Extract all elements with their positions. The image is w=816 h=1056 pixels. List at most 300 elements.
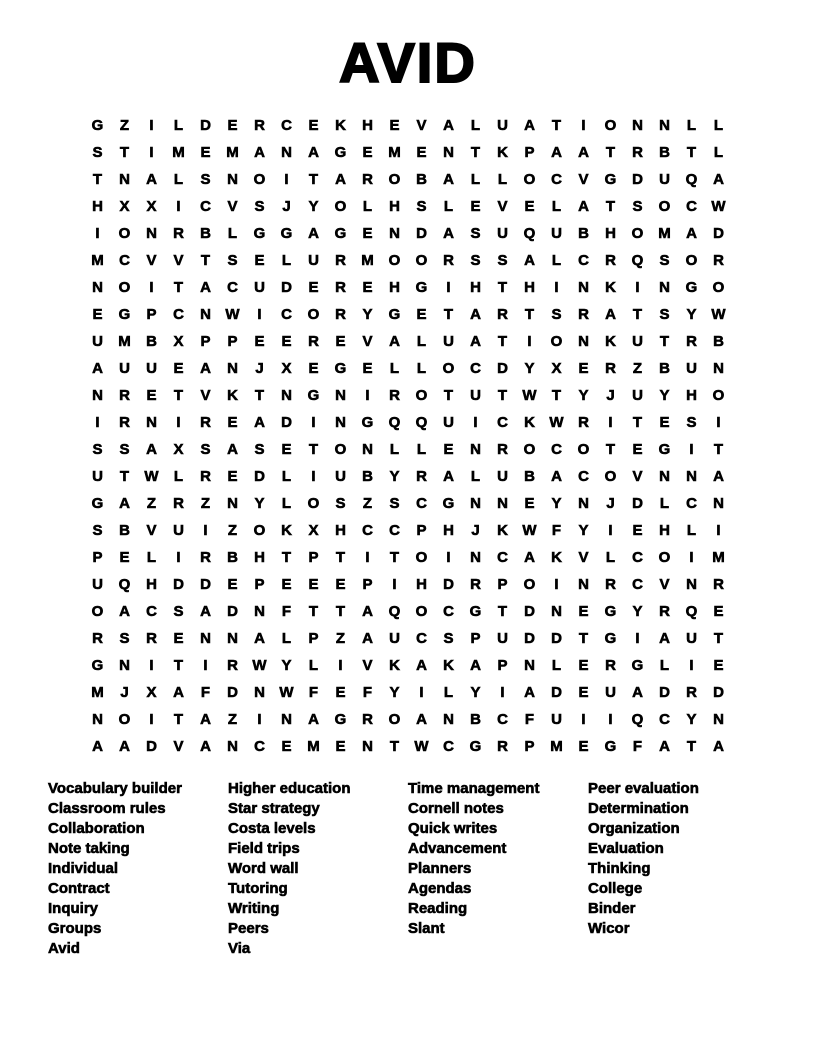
grid-letter: N	[254, 603, 265, 620]
grid-letter: T	[497, 603, 508, 620]
grid-letter: I	[689, 549, 694, 566]
grid-letter: O	[118, 711, 131, 728]
grid-letter: R	[389, 387, 400, 404]
grid-letter: U	[443, 414, 454, 431]
grid-letter: A	[254, 144, 265, 161]
grid-letter: E	[335, 738, 346, 755]
grid-letter: R	[200, 549, 211, 566]
grid-letter: A	[578, 144, 589, 161]
grid-letter: D	[632, 171, 643, 188]
grid-letter: N	[443, 144, 454, 161]
grid-letter: D	[281, 279, 292, 296]
grid-letter: A	[632, 684, 643, 701]
grid-letter: Q	[388, 414, 401, 431]
grid-letter: E	[713, 657, 724, 674]
grid-letter: U	[497, 225, 508, 242]
grid-letter: E	[254, 333, 265, 350]
grid-letter: P	[497, 576, 508, 593]
word-list-item: Higher education	[228, 780, 351, 797]
grid-letter: E	[416, 306, 427, 323]
grid-letter: X	[173, 333, 184, 350]
grid-letter: W	[711, 306, 726, 323]
grid-letter: O	[118, 225, 131, 242]
grid-letter: L	[281, 252, 292, 269]
grid-letter: K	[281, 522, 292, 539]
grid-letter: O	[523, 171, 536, 188]
grid-letter: I	[716, 414, 721, 431]
grid-letter: N	[227, 738, 238, 755]
grid-letter: B	[200, 225, 211, 242]
grid-letter: A	[362, 603, 373, 620]
grid-letter: U	[92, 468, 103, 485]
grid-letter: D	[146, 738, 157, 755]
grid-letter: N	[281, 387, 292, 404]
grid-letter: C	[416, 495, 427, 512]
grid-letter: U	[92, 576, 103, 593]
grid-letter: I	[149, 144, 154, 161]
grid-letter: G	[334, 144, 347, 161]
grid-letter: U	[497, 630, 508, 647]
grid-letter: G	[604, 171, 617, 188]
grid-letter: N	[632, 117, 643, 134]
grid-letter: A	[119, 495, 130, 512]
grid-letter: S	[227, 252, 238, 269]
grid-letter: B	[659, 144, 670, 161]
grid-letter: A	[551, 144, 562, 161]
grid-letter: C	[578, 468, 589, 485]
grid-letter: I	[149, 279, 154, 296]
grid-letter: R	[686, 333, 697, 350]
grid-letter: I	[689, 441, 694, 458]
grid-letter: P	[308, 549, 319, 566]
grid-letter: U	[659, 171, 670, 188]
grid-letter: N	[362, 738, 373, 755]
grid-letter: N	[227, 360, 238, 377]
grid-letter: L	[173, 468, 184, 485]
grid-letter: U	[551, 711, 562, 728]
grid-letter: N	[254, 684, 265, 701]
grid-letter: X	[146, 198, 157, 215]
grid-letter: N	[335, 387, 346, 404]
grid-letter: L	[281, 468, 292, 485]
grid-letter: P	[524, 738, 535, 755]
grid-letter: H	[443, 522, 454, 539]
grid-letter: P	[524, 144, 535, 161]
grid-letter: E	[308, 117, 319, 134]
grid-letter: T	[497, 279, 508, 296]
grid-letter: U	[119, 360, 130, 377]
grid-letter: L	[551, 198, 562, 215]
grid-letter: E	[362, 144, 373, 161]
grid-letter: V	[146, 252, 157, 269]
grid-letter: O	[388, 171, 401, 188]
grid-letter: F	[281, 603, 292, 620]
grid-letter: U	[632, 387, 643, 404]
word-list-item: Peer evaluation	[588, 780, 699, 797]
grid-letter: H	[470, 279, 481, 296]
grid-letter: I	[311, 468, 316, 485]
page-title: AVID	[339, 31, 477, 94]
grid-letter: S	[686, 414, 697, 431]
word-list-item: Classroom rules	[48, 800, 166, 817]
grid-letter: E	[227, 414, 238, 431]
grid-letter: T	[389, 738, 400, 755]
grid-letter: H	[389, 198, 400, 215]
grid-letter: K	[605, 279, 616, 296]
grid-letter: R	[335, 306, 346, 323]
grid-letter: N	[281, 711, 292, 728]
grid-letter: D	[524, 603, 535, 620]
grid-letter: K	[551, 549, 562, 566]
grid-letter: O	[658, 549, 671, 566]
grid-letter: S	[389, 495, 400, 512]
grid-letter: N	[119, 657, 130, 674]
grid-letter: I	[635, 279, 640, 296]
grid-letter: E	[713, 603, 724, 620]
grid-letter: D	[254, 468, 265, 485]
grid-letter: U	[308, 252, 319, 269]
grid-letter: A	[578, 198, 589, 215]
grid-letter: D	[200, 576, 211, 593]
grid-letter: L	[416, 441, 427, 458]
grid-letter: R	[200, 414, 211, 431]
grid-letter: U	[686, 630, 697, 647]
grid-letter: A	[443, 468, 454, 485]
word-list-item: Inquiry	[48, 900, 99, 917]
grid-letter: A	[146, 441, 157, 458]
grid-letter: E	[362, 360, 373, 377]
grid-letter: K	[443, 657, 454, 674]
grid-letter: H	[146, 576, 157, 593]
grid-letter: R	[713, 576, 724, 593]
grid-letter: N	[578, 279, 589, 296]
grid-letter: A	[551, 468, 562, 485]
grid-letter: A	[200, 738, 211, 755]
grid-letter: L	[173, 171, 184, 188]
grid-letter: L	[470, 117, 481, 134]
grid-letter: M	[118, 333, 131, 350]
grid-letter: Z	[119, 117, 130, 134]
grid-letter: S	[254, 441, 265, 458]
grid-letter: N	[578, 495, 589, 512]
grid-letter: Y	[254, 495, 265, 512]
word-list-item: Contract	[48, 880, 110, 897]
word-list-column	[48, 779, 228, 959]
grid-letter: S	[119, 441, 130, 458]
grid-letter: E	[92, 306, 103, 323]
grid-letter: M	[91, 252, 104, 269]
grid-letter: O	[523, 441, 536, 458]
grid-letter: C	[416, 630, 427, 647]
word-list-item: Vocabulary builder	[48, 780, 182, 797]
grid-letter: I	[95, 414, 100, 431]
grid-letter: E	[335, 576, 346, 593]
grid-letter: S	[119, 630, 130, 647]
grid-letter: T	[578, 630, 589, 647]
grid-letter: L	[470, 171, 481, 188]
word-list-column	[408, 779, 588, 959]
grid-letter: U	[686, 360, 697, 377]
grid-letter: A	[416, 657, 427, 674]
grid-letter: G	[604, 738, 617, 755]
grid-letter: C	[200, 198, 211, 215]
grid-letter: Y	[632, 603, 643, 620]
grid-letter: C	[686, 495, 697, 512]
grid-letter: W	[279, 684, 294, 701]
grid-letter: T	[632, 306, 643, 323]
grid-letter: S	[92, 441, 103, 458]
grid-letter: S	[470, 252, 481, 269]
grid-letter: V	[659, 576, 670, 593]
grid-letter: T	[119, 468, 130, 485]
word-list-item: Individual	[48, 860, 119, 877]
grid-letter: E	[524, 495, 535, 512]
grid-letter: N	[92, 711, 103, 728]
word-list-item: Time management	[408, 780, 540, 797]
grid-letter: J	[120, 684, 129, 701]
grid-letter: D	[416, 225, 427, 242]
grid-letter: C	[443, 738, 454, 755]
grid-letter: I	[176, 549, 181, 566]
grid-letter: Z	[200, 495, 211, 512]
grid-letter: A	[524, 117, 535, 134]
grid-letter: I	[365, 549, 370, 566]
grid-letter: E	[578, 684, 589, 701]
grid-letter: A	[713, 171, 724, 188]
grid-letter: Y	[362, 306, 373, 323]
grid-letter: Y	[578, 387, 589, 404]
grid-letter: H	[605, 225, 616, 242]
grid-letter: O	[388, 252, 401, 269]
grid-letter: E	[227, 576, 238, 593]
grid-letter: R	[335, 252, 346, 269]
grid-letter: R	[308, 333, 319, 350]
grid-letter: A	[362, 630, 373, 647]
grid-letter: C	[686, 198, 697, 215]
grid-letter: R	[686, 684, 697, 701]
grid-letter: I	[203, 657, 208, 674]
grid-letter: J	[282, 198, 291, 215]
word-list-column	[228, 779, 408, 959]
grid-letter: I	[608, 522, 613, 539]
grid-letter: W	[711, 198, 726, 215]
grid-letter: N	[524, 657, 535, 674]
grid-letter: T	[200, 252, 211, 269]
grid-letter: T	[686, 738, 697, 755]
grid-letter: N	[281, 144, 292, 161]
grid-letter: I	[176, 414, 181, 431]
grid-letter: L	[659, 657, 670, 674]
grid-letter: U	[335, 468, 346, 485]
grid-letter: Y	[578, 522, 589, 539]
grid-letter: A	[713, 738, 724, 755]
grid-letter: I	[149, 117, 154, 134]
grid-letter: S	[470, 225, 481, 242]
grid-letter: P	[227, 333, 238, 350]
grid-letter: X	[308, 522, 319, 539]
grid-letter: S	[659, 252, 670, 269]
word-list-item: Thinking	[588, 860, 651, 877]
grid-letter: T	[389, 549, 400, 566]
grid-letter: O	[415, 603, 428, 620]
grid-letter: T	[92, 171, 103, 188]
grid-letter: H	[686, 387, 697, 404]
grid-letter: V	[497, 198, 508, 215]
grid-letter: N	[227, 495, 238, 512]
grid-letter: I	[527, 333, 532, 350]
grid-letter: W	[522, 387, 537, 404]
grid-letter: S	[335, 495, 346, 512]
grid-letter: H	[389, 279, 400, 296]
grid-letter: Y	[686, 711, 697, 728]
grid-letter: T	[308, 171, 319, 188]
word-list-item: Wicor	[588, 920, 630, 937]
word-list-item: Field trips	[228, 840, 300, 857]
grid-letter: C	[470, 360, 481, 377]
grid-letter: U	[470, 387, 481, 404]
word-search-grid	[84, 112, 732, 760]
grid-letter: E	[173, 360, 184, 377]
grid-letter: T	[335, 549, 346, 566]
grid-letter: K	[227, 387, 238, 404]
grid-letter: E	[281, 333, 292, 350]
grid-letter: D	[659, 684, 670, 701]
grid-letter: E	[578, 738, 589, 755]
word-list-item: Binder	[588, 900, 636, 917]
grid-letter: R	[632, 144, 643, 161]
grid-letter: A	[389, 333, 400, 350]
grid-letter: A	[443, 225, 454, 242]
word-list-item: Via	[228, 940, 251, 957]
grid-letter: S	[443, 630, 454, 647]
grid-letter: R	[362, 171, 373, 188]
grid-letter: A	[335, 171, 346, 188]
grid-letter: D	[227, 603, 238, 620]
grid-letter: O	[577, 441, 590, 458]
grid-letter: N	[389, 225, 400, 242]
grid-letter: E	[578, 603, 589, 620]
grid-letter: H	[659, 522, 670, 539]
grid-letter: D	[227, 684, 238, 701]
grid-letter: Y	[281, 657, 292, 674]
grid-letter: D	[497, 360, 508, 377]
grid-letter: V	[227, 198, 238, 215]
grid-letter: P	[497, 657, 508, 674]
grid-letter: D	[281, 414, 292, 431]
grid-letter: Z	[632, 360, 643, 377]
grid-letter: G	[307, 387, 320, 404]
grid-letter: C	[173, 306, 184, 323]
grid-letter: Q	[685, 171, 698, 188]
grid-letter: M	[361, 252, 374, 269]
grid-letter: R	[497, 738, 508, 755]
grid-letter: E	[524, 198, 535, 215]
grid-letter: G	[442, 495, 455, 512]
grid-letter: Q	[631, 252, 644, 269]
grid-letter: A	[308, 711, 319, 728]
grid-letter: T	[335, 603, 346, 620]
grid-letter: R	[659, 603, 670, 620]
grid-letter: R	[227, 657, 238, 674]
grid-letter: N	[713, 360, 724, 377]
grid-letter: I	[338, 657, 343, 674]
grid-letter: U	[173, 522, 184, 539]
grid-letter: E	[443, 441, 454, 458]
grid-letter: I	[716, 522, 721, 539]
grid-letter: T	[524, 306, 535, 323]
grid-letter: D	[200, 117, 211, 134]
grid-letter: L	[389, 441, 400, 458]
grid-letter: A	[254, 630, 265, 647]
grid-letter: E	[632, 441, 643, 458]
grid-letter: V	[362, 657, 373, 674]
grid-letter: C	[659, 711, 670, 728]
grid-letter: G	[253, 225, 266, 242]
grid-letter: E	[281, 576, 292, 593]
grid-letter: E	[308, 576, 319, 593]
grid-letter: D	[551, 684, 562, 701]
grid-letter: Y	[308, 198, 319, 215]
grid-letter: T	[281, 549, 292, 566]
grid-letter: D	[443, 576, 454, 593]
grid-letter: A	[713, 468, 724, 485]
grid-letter: M	[91, 684, 104, 701]
grid-letter: N	[470, 441, 481, 458]
grid-letter: K	[605, 333, 616, 350]
grid-letter: G	[361, 414, 374, 431]
grid-letter: D	[713, 225, 724, 242]
grid-letter: L	[416, 360, 427, 377]
grid-letter: C	[443, 603, 454, 620]
grid-letter: E	[389, 117, 400, 134]
grid-letter: G	[469, 603, 482, 620]
grid-letter: I	[554, 576, 559, 593]
grid-letter: H	[335, 522, 346, 539]
grid-letter: I	[149, 711, 154, 728]
grid-letter: A	[92, 360, 103, 377]
grid-letter: T	[686, 144, 697, 161]
grid-letter: J	[471, 522, 480, 539]
grid-letter: B	[119, 522, 130, 539]
grid-letter: N	[551, 603, 562, 620]
grid-letter: A	[200, 603, 211, 620]
grid-letter: P	[416, 522, 427, 539]
grid-letter: G	[118, 306, 131, 323]
grid-letter: R	[497, 441, 508, 458]
grid-letter: N	[92, 387, 103, 404]
grid-letter: R	[605, 360, 616, 377]
grid-letter: A	[308, 144, 319, 161]
grid-letter: N	[659, 468, 670, 485]
grid-letter: I	[554, 279, 559, 296]
grid-letter: L	[686, 117, 697, 134]
word-list-item: Tutoring	[228, 880, 288, 897]
grid-letter: S	[659, 306, 670, 323]
word-list-item: Avid	[48, 940, 80, 957]
word-list-item: Star strategy	[228, 800, 320, 817]
grid-letter: P	[308, 630, 319, 647]
grid-letter: V	[632, 468, 643, 485]
grid-letter: T	[497, 333, 508, 350]
grid-letter: N	[578, 333, 589, 350]
grid-letter: Q	[118, 576, 131, 593]
grid-letter: W	[252, 657, 267, 674]
grid-letter: L	[551, 657, 562, 674]
grid-letter: C	[497, 549, 508, 566]
grid-letter: U	[605, 684, 616, 701]
grid-letter: O	[604, 468, 617, 485]
grid-letter: S	[200, 441, 211, 458]
